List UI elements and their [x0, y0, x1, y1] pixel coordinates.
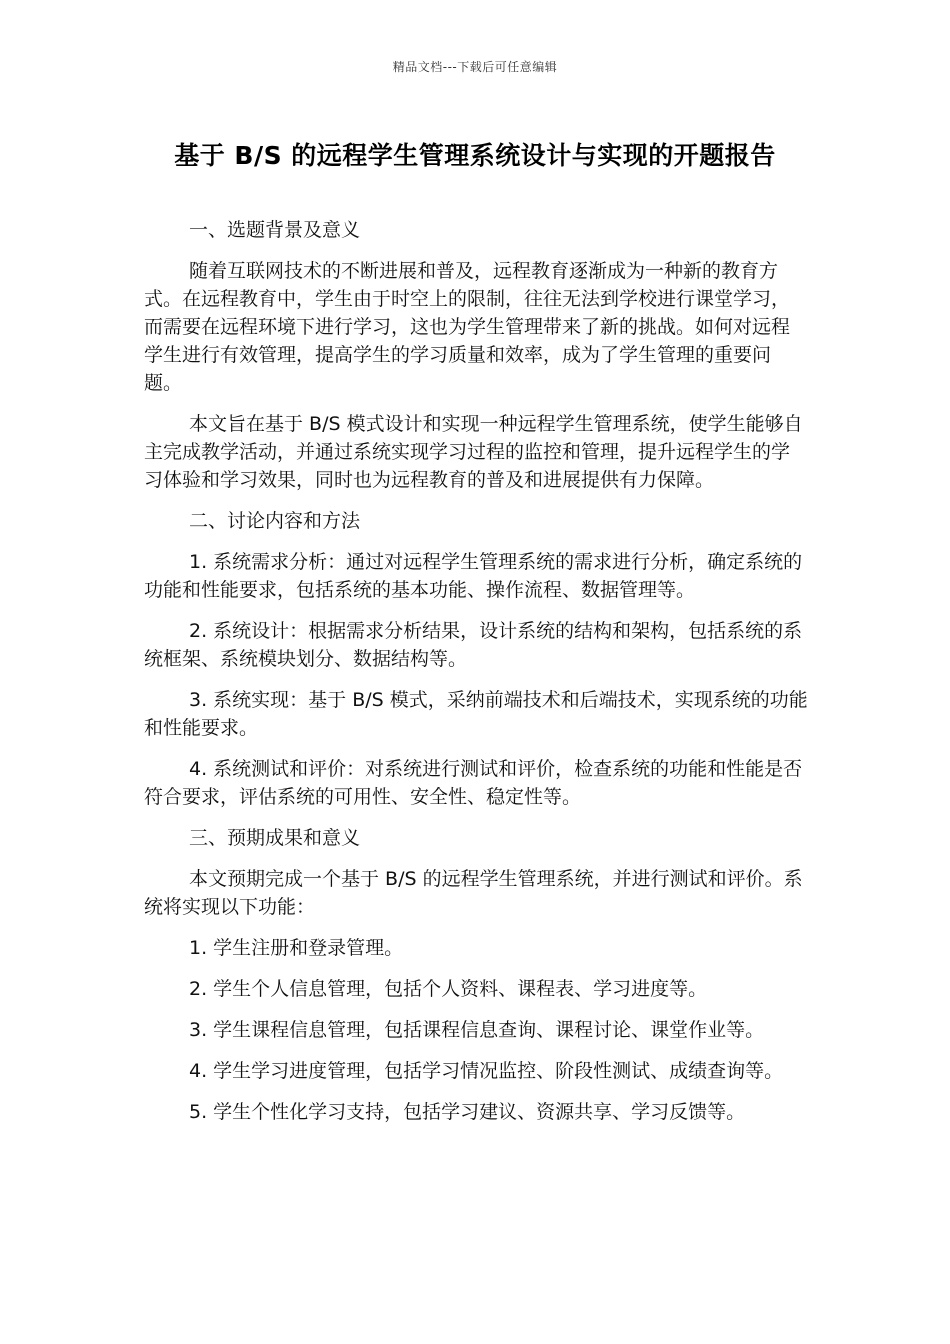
list-item-methods-3: 3. 系统实现：基于 B/S 模式，采纳前端技术和后端技术，实现系统的功能和性能要求。 — [144, 689, 808, 739]
list-item-outcomes-3: 3. 学生课程信息管理，包括课程信息查询、课程讨论、课堂作业等。 — [189, 1019, 765, 1041]
paragraph-background-1: 随着互联网技术的不断进展和普及，远程教育逐渐成为一种新的教育方式。在远程教育中，学生由于时空上的限制，往往无法到学校进行课堂学习，而需要在远程环境下进行学习，这也为学生管理带来了新的挑战。如何对远程学生进行有效管理，提高学生的学习质量和效率，成为了学生管理的重要问题。 — [144, 260, 791, 394]
section-heading-methods: 二、讨论内容和方法 — [189, 510, 361, 532]
list-item-methods-4: 4. 系统测试和评价：对系统进行测试和评价，检查系统的功能和性能是否符合要求，评估系统的可用性、安全性、稳定性等。 — [144, 758, 803, 808]
list-item-outcomes-1: 1. 学生注册和登录管理。 — [189, 937, 404, 959]
list-item-methods-1: 1. 系统需求分析：通过对远程学生管理系统的需求进行分析，确定系统的功能和性能要求，包括系统的基本功能、操作流程、数据管理等。 — [144, 551, 803, 601]
paragraph-outcomes-1: 本文预期完成一个基于 B/S 的远程学生管理系统，并进行测试和评价。系统将实现以下功能： — [144, 868, 803, 918]
list-item-outcomes-4: 4. 学生学习进度管理，包括学习情况监控、阶段性测试、成绩查询等。 — [189, 1060, 784, 1082]
list-item-methods-2: 2. 系统设计：根据需求分析结果，设计系统的结构和架构，包括系统的系统框架、系统模块划分、数据结构等。 — [144, 620, 803, 670]
list-item-outcomes-2: 2. 学生个人信息管理，包括个人资料、课程表、学习进度等。 — [189, 978, 708, 1000]
section-heading-background: 一、选题背景及意义 — [189, 219, 361, 241]
paragraph-background-2: 本文旨在基于 B/S 模式设计和实现一种远程学生管理系统，使学生能够自主完成教学活动，并通过系统实现学习过程的监控和管理，提升远程学生的学习体验和学习效果，同时也为远程教育的普及和进展提供有力保障。 — [144, 413, 803, 491]
document-title: 基于 B/S 的远程学生管理系统设计与实现的开题报告 — [174, 141, 776, 170]
section-heading-outcomes: 三、预期成果和意义 — [189, 827, 361, 849]
document-body — [144, 216, 808, 1139]
header-note: 精品文档---下载后可任意编辑 — [392, 60, 558, 74]
list-item-outcomes-5: 5. 学生个性化学习支持，包括学习建议、资源共享、学习反馈等。 — [189, 1101, 746, 1123]
